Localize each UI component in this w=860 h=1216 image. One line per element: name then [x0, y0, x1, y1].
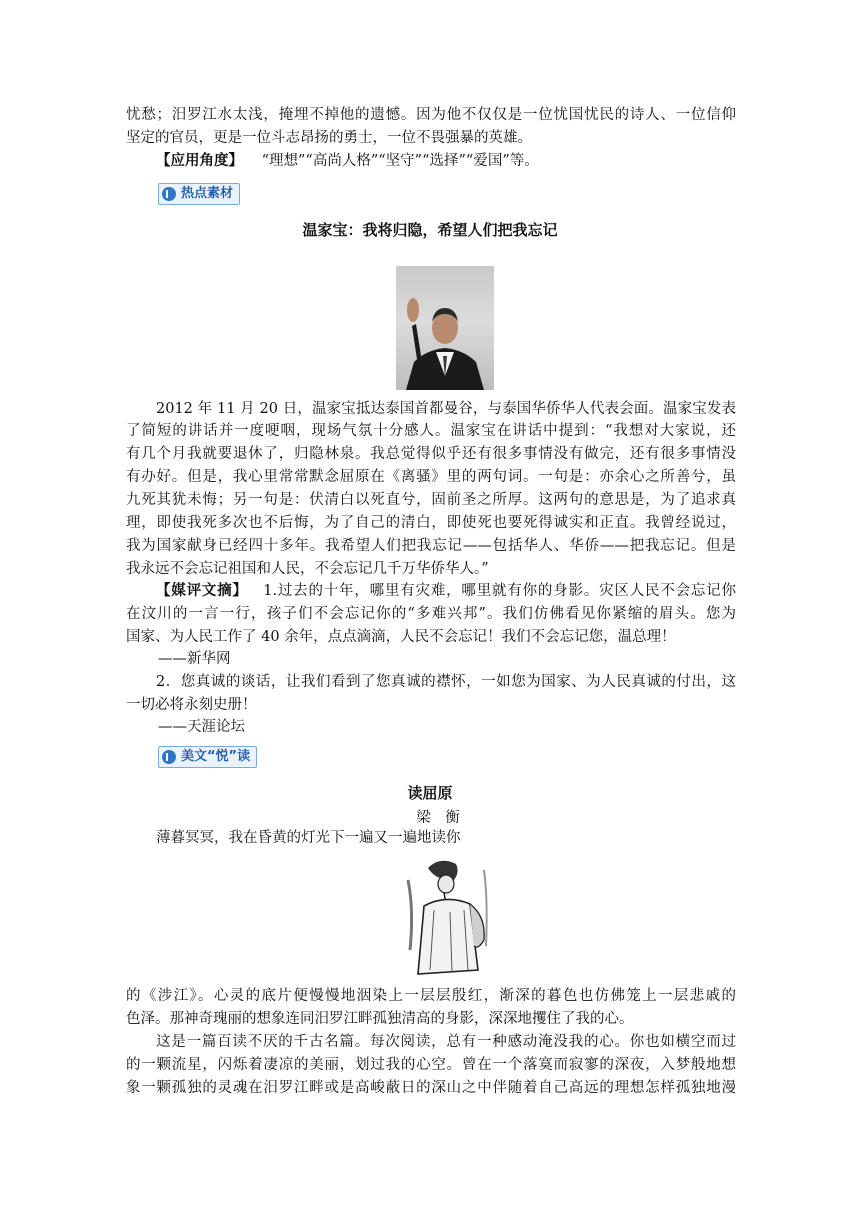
- tag-label: 热点素材: [181, 186, 234, 201]
- text-line: 色泽。那神奇瑰丽的想象连同汨罗江畔孤独清高的身影，深深地攫住了我的心。: [126, 1011, 634, 1027]
- text-line: 2．您真诚的谈话，让我们看到了您真诚的襟怀，一如您为国家、为人民真诚的付出，这: [156, 674, 736, 690]
- text-line: 九死其犹未悔；另一句是：伏清白以死直兮，固前圣之所厚。这两句的意思是，为了追求真: [126, 492, 736, 508]
- text-line: 薄暮冥冥，我在昏黄的灯光下一遍又一遍地读你: [156, 830, 461, 846]
- essay-author: 梁 衡: [416, 810, 460, 826]
- application-angle: [156, 150, 736, 172]
- text-line: 2012 年 11 月 20 日，温家宝抵达泰国首都曼谷，与泰国华侨华人代表会面。温家宝发表: [156, 401, 736, 417]
- text-line: 在汶川的一言一行，孩子们不会忘记你的“多难兴邦”。我们仿佛看见你紧缩的眉头。您为: [126, 606, 736, 622]
- text-line: 有几个月我就要退休了，归隐林泉。我总觉得似乎还有很多事情没有做完，还有很多事情没: [126, 446, 736, 462]
- text-line: 有办好。但是，我心里常常默念屈原在《离骚》里的两句词。一句是：亦余心之所善兮，虽: [126, 469, 736, 485]
- text-line: 象一颗孤独的灵魂在汨罗江畔或是高峻蔽日的深山之中伴随着自己高远的理想怎样孤独地漫: [126, 1080, 736, 1096]
- ink-painting-image: [400, 850, 492, 978]
- text-line: 国家、为人民工作了 40 余年，点点滴滴，人民不会忘记！我们不会忘记您，温总理！: [126, 629, 676, 645]
- review-text: 1.过去的十年，哪里有灾难，哪里就有你的身影。灾区人民不会忘记你: [263, 583, 736, 599]
- text-line: 我为国家献身已经四十多年。我希望人们把我忘记——包括华人、华侨——把我忘记。但是: [126, 538, 736, 554]
- angle-text: “理想”“高尚人格”“坚守”“选择”“爱国”等。: [261, 153, 539, 169]
- section-title: 温家宝：我将归隐，希望人们把我忘记: [302, 221, 558, 239]
- text-line: 坚定的官员，更是一位斗志昂扬的勇士，一位不畏强暴的英雄。: [126, 130, 532, 146]
- source-line: ——天涯论坛: [158, 719, 245, 735]
- text-line: 了简短的讲话并一度哽咽，现场气氛十分感人。温家宝在讲话中提到：“我想对大家说，还: [126, 423, 736, 439]
- beautiful-essay-tag: [158, 746, 257, 768]
- text-line: 我永远不会忘记祖国和人民，不会忘记几千万华侨华人。”: [126, 561, 489, 577]
- text-line: 一切必将永刻史册！: [126, 697, 257, 713]
- text-line: 这是一篇百读不厌的千古名篇。每次阅读，总有一种感动淹没我的心。你也如横空而过: [156, 1034, 736, 1050]
- angle-label: 【应用角度】: [156, 153, 243, 169]
- portrait-photo: [396, 266, 494, 390]
- badge-icon: [162, 187, 176, 201]
- text-line: 的一颗流星，闪烁着凄凉的美丽，划过我的心空。曾在一个落寞而寂寥的深夜，入梦般地想: [126, 1057, 736, 1073]
- text-line: 忧愁；汨罗江水太浅，掩埋不掉他的遗憾。因为他不仅仅是一位忧国忧民的诗人、一位信仰: [126, 107, 736, 123]
- media-review-1: [156, 580, 736, 602]
- text-line: 理，即使我死多次也不后悔，为了自己的清白，即使死也要死得诚实和正直。我曾经说过，: [126, 515, 736, 531]
- essay-title: 读屈原: [407, 784, 453, 802]
- text-line: 的《涉江》。心灵的底片便慢慢地洇染上一层层殷红，渐深的暮色也仿佛笼上一层悲戚的: [126, 988, 736, 1004]
- source-line: ——新华网: [158, 651, 231, 667]
- portrait-image: [396, 266, 494, 390]
- review-label: 【媒评文摘】: [156, 583, 248, 599]
- badge-icon: [162, 750, 176, 764]
- tag-label: 美文“悦”读: [181, 749, 251, 764]
- hot-material-tag: [158, 183, 240, 205]
